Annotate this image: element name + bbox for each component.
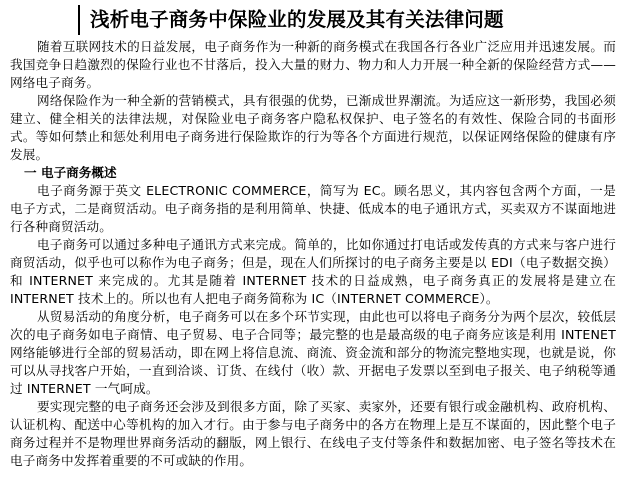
section-paragraph-3: 从贸易活动的角度分析，电子商务可以在多个环节实现，由此也可以将电子商务分为两个层次，较低层次的电子商务如电子商情、电子贸易、电子合同等；最完整的也是最高级的电子商务应该是利用 INTENET 网络能够进行全部的贸易活动，即在网上将信息流、商流、资金流和部分的物流完整地实现，也就是说，你可以从寻找客户开始，一直到洽谈、订货、在线付（收）款、开据电子发票以至到电子报关、电子纳税等通过 INTERNET 一气呵成。: [10, 309, 616, 396]
document-body: [10, 38, 616, 470]
text-cursor: [78, 5, 80, 35]
intro-paragraph-1: 随着互联网技术的日益发展，电子商务作为一种新的商务模式在我国各行各业广泛应用并迅速发展。而我国竞争日趋激烈的保险行业也不甘落后，投入大量的财力、物力和人力开展一种全新的保险经营方式——网络电子商务。: [10, 39, 616, 90]
section-paragraph-4: 要实现完整的电子商务还会涉及到很多方面，除了买家、卖家外，还要有银行或金融机构、政府机构、认证机构、配送中心等机构的加入才行。由于参与电子商务中的各方在物理上是互不谋面的，因此整个电子商务过程并不是物理世界商务活动的翻版，网上银行、在线电子支付等条件和数据加密、电子签名等技术在电子商务中发挥着重要的不可或缺的作用。: [10, 399, 616, 468]
section-paragraph-1: 电子商务源于英文 ELECTRONIC COMMERCE，简写为 EC。顾名思义，其内容包含两个方面，一是电子方式，二是商贸活动。电子商务指的是利用简单、快捷、低成本的电子通讯方式，买卖双方不谋面地进行各种商贸活动。: [10, 183, 616, 234]
section-paragraph-2: 电子商务可以通过多种电子通讯方式来完成。简单的，比如你通过打电话或发传真的方式来与客户进行商贸活动，似乎也可以称作为电子商务；但是，现在人们所探讨的电子商务主要是以 EDI（电子数据交换）和 INTERNET 来完成的。尤其是随着 INTERNET 技术的日益成熟，电子商务真正的发展将是建立在 INTERNET 技术上的。所以也有人把电子商务简称为 IC（INTERNET COMMERCE）。: [10, 237, 616, 306]
document-title: 浅析电子商务中保险业的发展及其有关法律问题: [90, 8, 504, 31]
section-heading: 一 电子商务概述: [24, 165, 117, 180]
intro-paragraph-2: 网络保险作为一种全新的营销模式，具有很强的优势，已渐成世界潮流。为适应这一新形势，我国必须建立、健全相关的法律法规，对保险业电子商务客户隐私权保护、电子签名的有效性、保险合同的书面形式。等如何禁止和惩处利用电子商务进行保险欺诈的行为等各个方面进行规范，以保证网络保险的健康有序发展。: [10, 93, 616, 162]
